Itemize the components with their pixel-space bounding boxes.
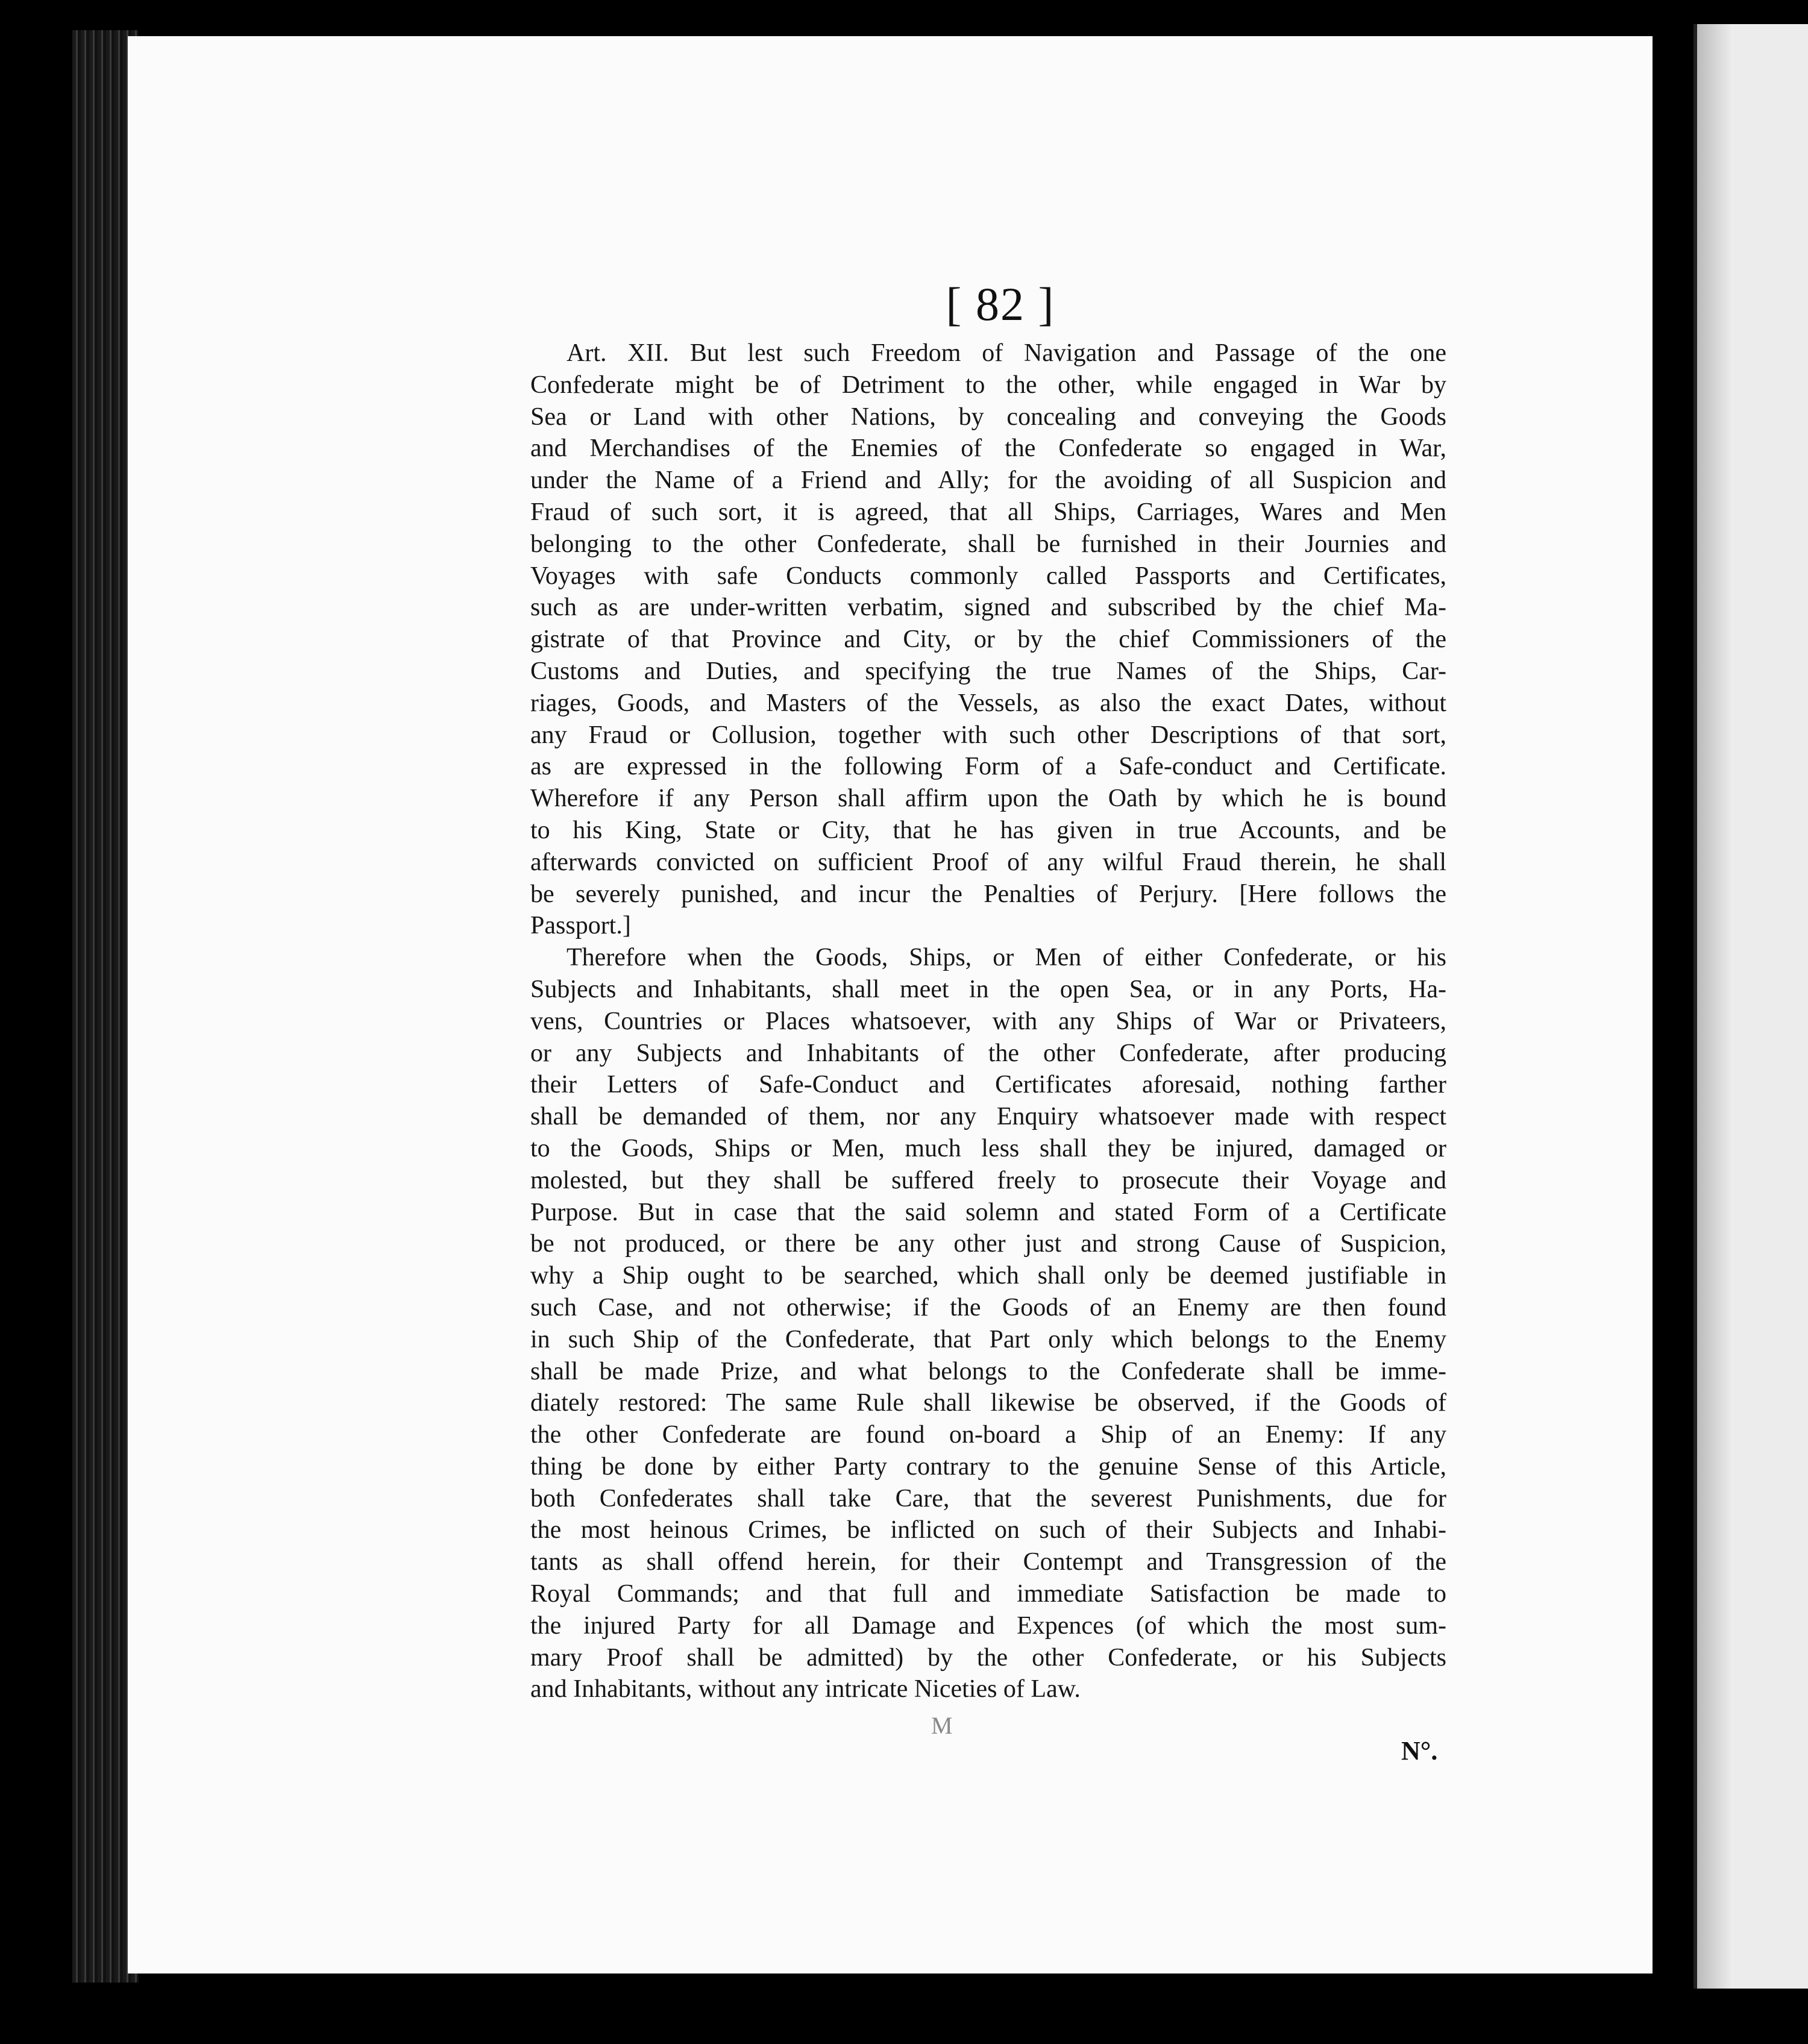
- text-line: their Letters of Safe-Conduct and Certificates aforesaid, nothing farther: [530, 1071, 1446, 1099]
- text-line: afterwards convicted on sufficient Proof of any wilful Fraud therein, he shall: [530, 848, 1446, 876]
- text-line: belonging to the other Confederate, shall be furnished in their Journies and: [530, 530, 1446, 558]
- text-line: vens, Countries or Places whatsoever, with any Ships of War or Privateers,: [530, 1007, 1446, 1035]
- text-line: shall be made Prize, and what belongs to the Confederate shall be imme-: [530, 1357, 1446, 1385]
- text-line: under the Name of a Friend and Ally; for the avoiding of all Suspicion and: [530, 466, 1446, 495]
- paragraph-1: [530, 337, 1446, 942]
- text-line: Wherefore if any Person shall affirm upon the Oath by which he is bound: [530, 785, 1446, 813]
- text-line: the other Confederate are found on-board a Ship of an Enemy: If any: [530, 1421, 1446, 1449]
- text-line: such Case, and not otherwise; if the Goods of an Enemy are then found: [530, 1293, 1446, 1321]
- text-line: gistrate of that Province and City, or by the chief Commissioners of the: [530, 625, 1446, 654]
- text-line: such as are under-written verbatim, signed and subscribed by the chief Ma-: [530, 594, 1446, 622]
- text-line: to his King, State or City, that he has given in true Accounts, and be: [530, 816, 1446, 844]
- text-line: Confederate might be of Detriment to the other, while engaged in War by: [530, 371, 1446, 399]
- text-line: and Merchandises of the Enemies of the Confederate so engaged in War,: [530, 434, 1446, 463]
- text-line: molested, but they shall be suffered freely to prosecute their Voyage and: [530, 1166, 1446, 1194]
- page-number: [ 82 ]: [946, 278, 1055, 330]
- text-line: Voyages with safe Conducts commonly called Passports and Certificates,: [530, 562, 1446, 590]
- text-line: Fraud of such sort, it is agreed, that all Ships, Carriages, Wares and Men: [530, 498, 1446, 526]
- text-line: any Fraud or Collusion, together with such other Descriptions of that sort,: [530, 721, 1446, 749]
- text-line: Therefore when the Goods, Ships, or Men of either Confederate, or his: [567, 944, 1446, 972]
- text-line: to the Goods, Ships or Men, much less shall they be injured, damaged or: [530, 1134, 1446, 1162]
- text-line: or any Subjects and Inhabitants of the other Confederate, after producing: [530, 1039, 1446, 1067]
- adjacent-page-edge: [1693, 24, 1808, 1989]
- text-line: diately restored: The same Rule shall likewise be observed, if the Goods of: [530, 1389, 1446, 1417]
- paragraph-2: [530, 942, 1446, 1705]
- article-text: [530, 337, 1446, 1705]
- catchword: N°.: [1401, 1736, 1438, 1766]
- text-line: Sea or Land with other Nations, by concealing and conveying the Goods: [530, 403, 1446, 431]
- text-line: and Inhabitants, without any intricate Niceties of Law.: [530, 1675, 1081, 1704]
- text-line: in such Ship of the Confederate, that Part only which belongs to the Enemy: [530, 1325, 1446, 1353]
- text-line: thing be done by either Party contrary to the genuine Sense of this Article,: [530, 1452, 1446, 1481]
- text-line: Subjects and Inhabitants, shall meet in the open Sea, or in any Ports, Ha-: [530, 975, 1446, 1003]
- printer-signature-mark: M: [931, 1712, 953, 1739]
- text-line: shall be demanded of them, nor any Enquiry whatsoever made with respect: [530, 1103, 1446, 1131]
- text-line: the most heinous Crimes, be inflicted on such of their Subjects and Inhabi-: [530, 1516, 1446, 1544]
- text-line: be severely punished, and incur the Penalties of Perjury. [Here follows the: [530, 880, 1446, 908]
- text-line: tants as shall offend herein, for their Contempt and Transgression of the: [530, 1548, 1446, 1576]
- text-line: riages, Goods, and Masters of the Vessels, as also the exact Dates, without: [530, 689, 1446, 717]
- text-line: why a Ship ought to be searched, which shall only be deemed justifiable in: [530, 1262, 1446, 1290]
- text-line: the injured Party for all Damage and Expences (of which the most sum-: [530, 1611, 1446, 1640]
- text-line: as are expressed in the following Form of a Safe-conduct and Certificate.: [530, 753, 1446, 781]
- text-line: Art. XII. But lest such Freedom of Navigation and Passage of the one: [567, 339, 1446, 367]
- text-line: be not produced, or there be any other just and strong Cause of Suspicion,: [530, 1230, 1446, 1258]
- text-line: mary Proof shall be admitted) by the other Confederate, or his Subjects: [530, 1643, 1446, 1672]
- text-line: Royal Commands; and that full and immediate Satisfaction be made to: [530, 1580, 1446, 1608]
- text-line: Customs and Duties, and specifying the true Names of the Ships, Car-: [530, 657, 1446, 685]
- text-line: Purpose. But in case that the said solemn and stated Form of a Certificate: [530, 1198, 1446, 1226]
- text-line: Passport.]: [530, 912, 631, 940]
- text-line: both Confederates shall take Care, that the severest Punishments, due for: [530, 1484, 1446, 1513]
